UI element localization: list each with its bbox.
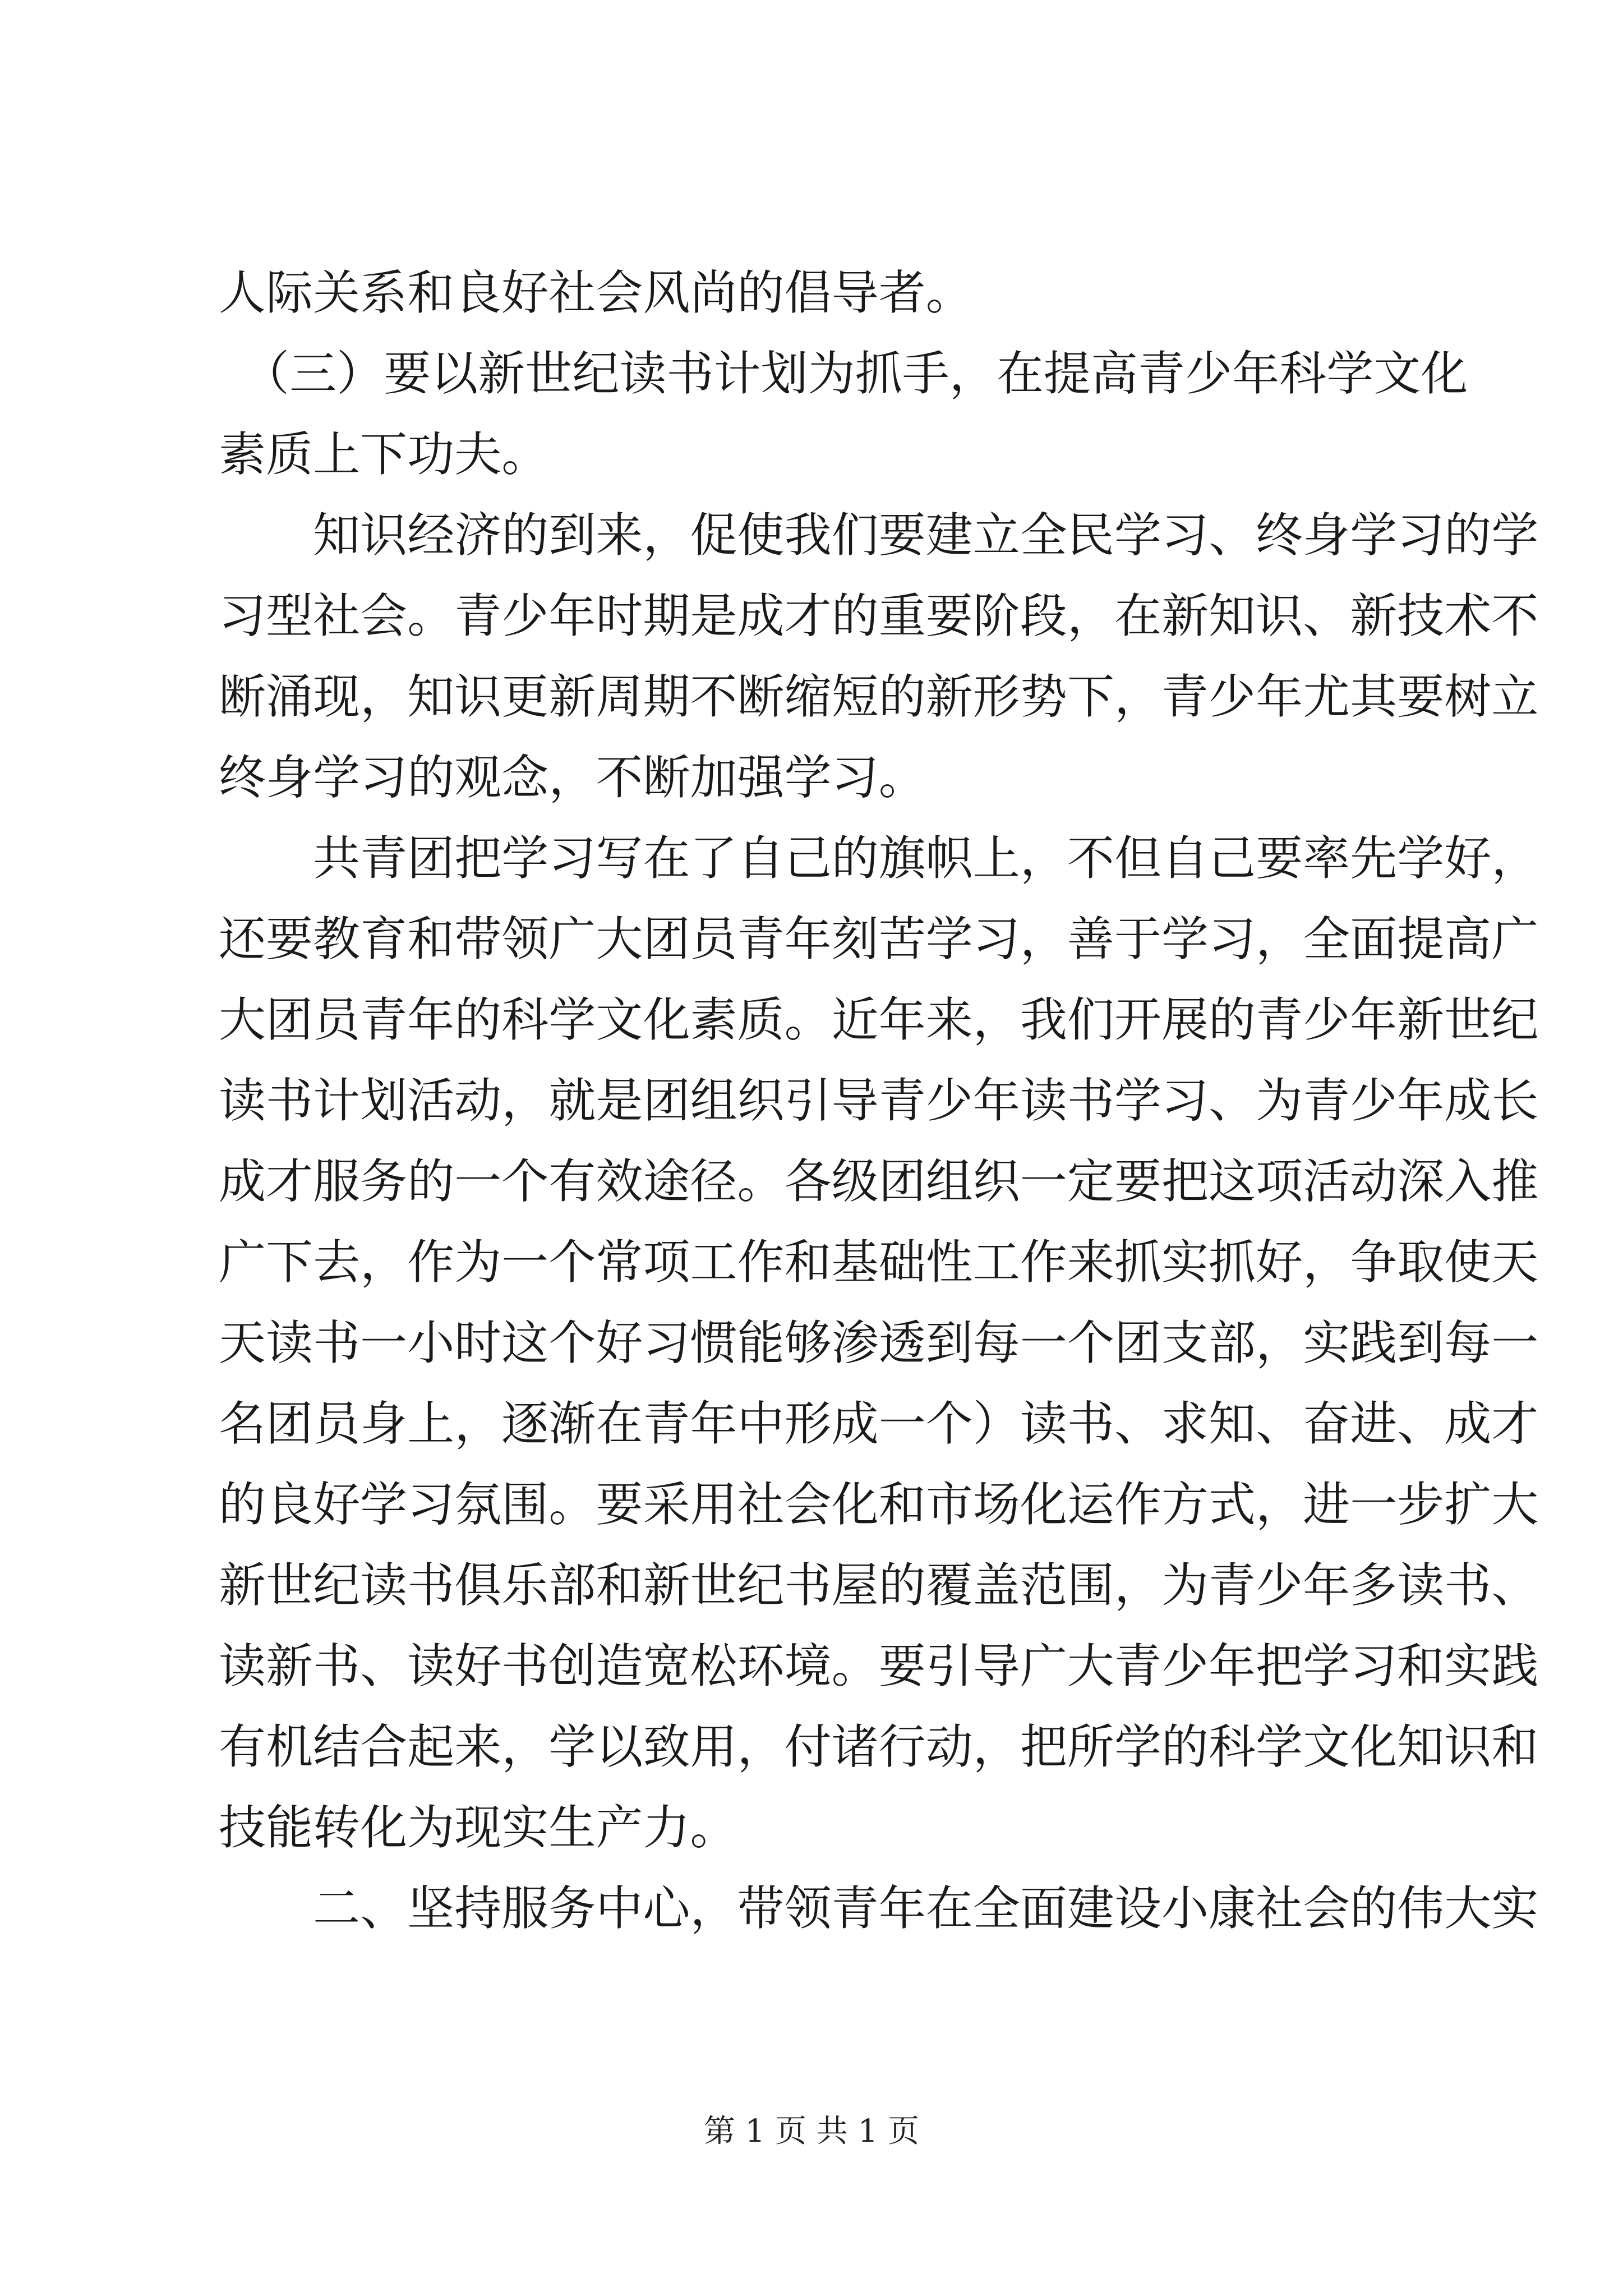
text-line: 大团员青年的科学文化素质。近年来，我们开展的青少年新世纪 [219, 992, 1539, 1047]
text-line: 习型社会。青少年时期是成才的重要阶段，在新知识、新技术不 [219, 588, 1539, 643]
text-line: 成才服务的一个有效途径。各级团组织一定要把这项活动深入推 [219, 1154, 1539, 1209]
text-line: 读书计划活动，就是团组织引导青少年读书学习、为青少年成长 [219, 1073, 1539, 1128]
text-line: 断涌现，知识更新周期不断缩短的新形势下，青少年尤其要树立 [219, 669, 1539, 724]
text-line: 终身学习的观念，不断加强学习。 [219, 750, 926, 805]
text-line: （三）要以新世纪读书计划为抓手，在提高青少年科学文化 [219, 346, 1468, 401]
text-line: 的良好学习氛围。要采用社会化和市场化运作方式，进一步扩大 [219, 1477, 1539, 1532]
text-line: 新世纪读书俱乐部和新世纪书屋的覆盖范围，为青少年多读书、 [219, 1558, 1539, 1613]
text-line: 名团员身上，逐渐在青年中形成一个）读书、求知、奋进、成才 [219, 1396, 1539, 1451]
text-line: 人际关系和良好社会风尚的倡导者。 [219, 265, 973, 320]
text-line: 还要教育和带领广大团员青年刻苦学习，善于学习，全面提高广 [219, 912, 1539, 967]
text-line: 共青团把学习写在了自己的旗帜上，不但自己要率先学好， [219, 831, 1539, 886]
text-line: 二、坚持服务中心，带领青年在全面建设小康社会的伟大实 [219, 1881, 1539, 1936]
page-footer [0, 2109, 1623, 2154]
text-line: 有机结合起来，学以致用，付诸行动，把所学的科学文化知识和 [219, 1719, 1539, 1774]
text-line: 技能转化为现实生产力。 [219, 1800, 737, 1855]
text-line: 知识经济的到来，促使我们要建立全民学习、终身学习的学 [219, 508, 1539, 563]
text-line: 广下去，作为一个常项工作和基础性工作来抓实抓好，争取使天 [219, 1235, 1539, 1290]
text-line: 天读书一小时这个好习惯能够渗透到每一个团支部，实践到每一 [219, 1315, 1539, 1370]
page-number-label: 第 1 页 共 1 页 [703, 2113, 920, 2150]
document-body [219, 252, 1539, 1949]
text-line: 读新书、读好书创造宽松环境。要引导广大青少年把学习和实践 [219, 1639, 1539, 1694]
text-line: 素质上下功夫。 [219, 427, 549, 482]
